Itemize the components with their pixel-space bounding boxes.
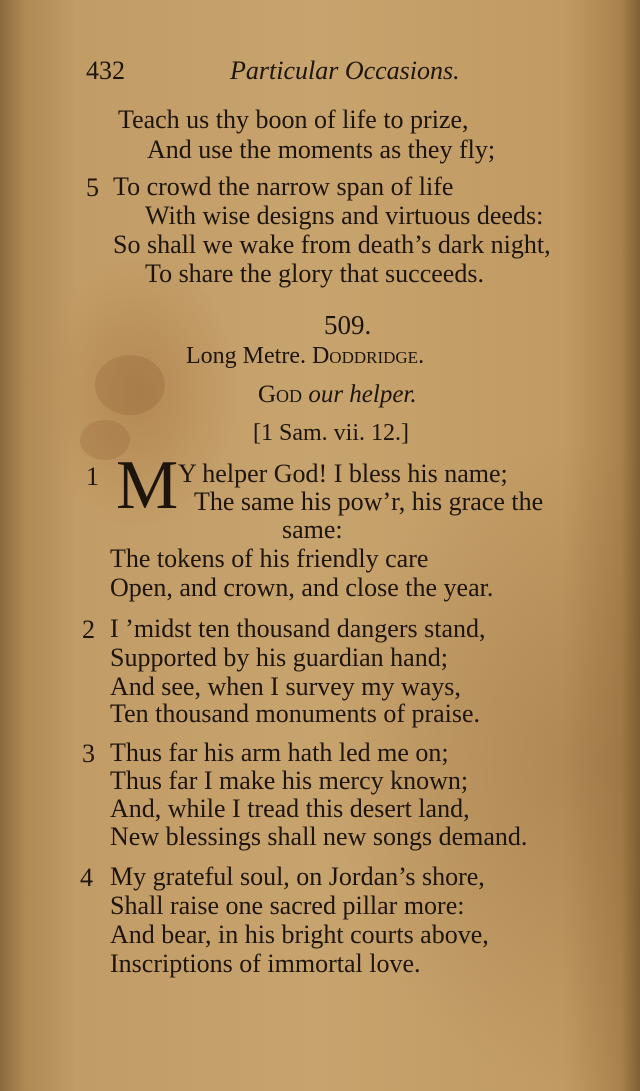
verse-line: Shall raise one sacred pillar more:	[110, 891, 465, 920]
verse-line: The same his pow’r, his grace the	[194, 487, 544, 516]
subject-rest: our helper.	[308, 381, 417, 408]
verse-number: 5	[86, 173, 99, 202]
verse-number: 3	[82, 739, 95, 768]
subject-god: God	[258, 381, 303, 408]
verse-line: And see, when I survey my ways,	[110, 672, 461, 701]
verse-line: Supported by his guardian hand;	[110, 643, 448, 672]
verse-number: 4	[80, 863, 93, 892]
verse-line: Thus far I make his mercy known;	[110, 766, 469, 795]
verse-number: 2	[82, 615, 95, 644]
scripture-reference: [1 Sam. vii. 12.]	[253, 420, 409, 446]
verse-line: And use the moments as they fly;	[147, 135, 496, 164]
drop-cap: M	[116, 447, 179, 524]
hymn-metre: Long Metre.	[186, 343, 306, 369]
verse-line: With wise designs and virtuous deeds:	[145, 201, 544, 230]
verse-line: The tokens of his friendly care	[110, 544, 429, 573]
verse-line: Open, and crown, and close the year.	[110, 573, 494, 602]
verse-line: My grateful soul, on Jordan’s shore,	[110, 862, 485, 891]
verse-line: New blessings shall new songs demand.	[110, 822, 528, 851]
hymn-metre-author	[186, 343, 424, 370]
page-number: 432	[86, 56, 125, 85]
running-title: Particular Occasions.	[230, 56, 460, 85]
verse-line: To crowd the narrow span of life	[113, 172, 454, 201]
verse-number: 1	[86, 462, 99, 491]
hymn-author: Doddridge.	[311, 343, 425, 369]
verse-line: Inscriptions of immortal love.	[110, 949, 421, 978]
verse-line: Thus far his arm hath led me on;	[110, 738, 449, 767]
verse-line: same:	[282, 515, 343, 544]
foxing-stain	[95, 355, 165, 415]
verse-line: To share the glory that succeeds.	[145, 259, 484, 288]
verse-line: So shall we wake from death’s dark night,	[113, 230, 551, 259]
verse-line: And bear, in his bright courts above,	[110, 920, 489, 949]
hymn-subject	[258, 381, 417, 409]
hymn-number: 509.	[324, 310, 372, 340]
verse-line: Teach us thy boon of life to prize,	[118, 105, 469, 134]
verse-line: Ten thousand monuments of praise.	[110, 699, 481, 728]
verse-line: I ’midst ten thousand dangers stand,	[110, 614, 486, 643]
verse-line: And, while I tread this desert land,	[110, 794, 470, 823]
verse-line: Y helper God! I bless his name;	[178, 459, 508, 488]
